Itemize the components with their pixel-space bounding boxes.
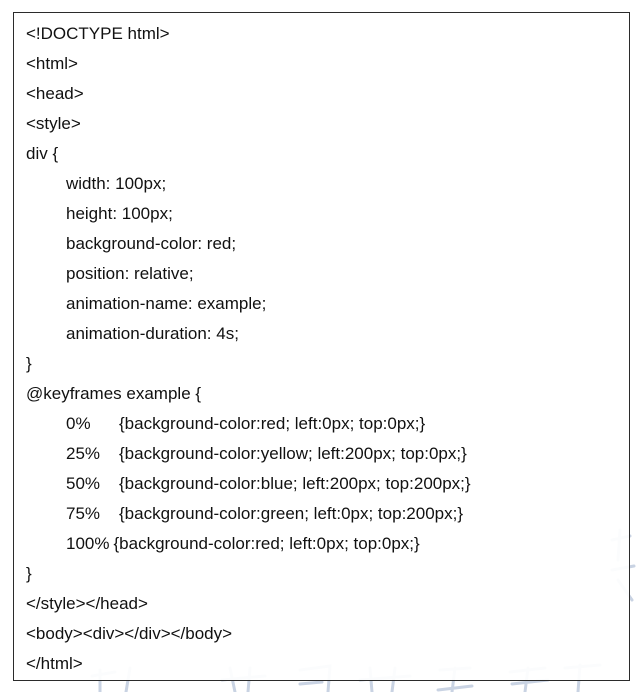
keyframe-rule: {background-color:red; left:0px; top:0px;} xyxy=(113,534,420,553)
code-line: animation-name: example; xyxy=(66,294,267,313)
keyframe-percent: 25% xyxy=(66,444,101,463)
keyframe-rule: {background-color:blue; left:200px; top:200px;} xyxy=(119,474,471,493)
code-line: height: 100px; xyxy=(66,204,173,223)
keyframe-line xyxy=(26,439,625,469)
code-line: </style></head> xyxy=(26,594,148,613)
keyframe-percent: 100% xyxy=(66,534,110,553)
code-line: div { xyxy=(26,144,59,163)
code-line: width: 100px; xyxy=(66,174,167,193)
keyframe-line xyxy=(26,409,625,439)
code-line: <style> xyxy=(26,114,81,133)
keyframe-line xyxy=(26,529,625,559)
code-line: position: relative; xyxy=(66,264,194,283)
code-line: </html> xyxy=(26,654,83,673)
code-line: background-color: red; xyxy=(66,234,237,253)
code-line: } xyxy=(26,354,32,373)
keyframe-rule: {background-color:red; left:0px; top:0px;} xyxy=(119,414,426,433)
keyframe-rule: {background-color:green; left:0px; top:200px;} xyxy=(119,504,464,523)
keyframe-percent: 75% xyxy=(66,504,101,523)
code-line: @keyframes example { xyxy=(26,384,202,403)
code-line: } xyxy=(26,564,32,583)
keyframe-percent: 0% xyxy=(66,414,91,433)
code-line: <head> xyxy=(26,84,84,103)
code-listing xyxy=(26,19,625,679)
keyframe-line xyxy=(26,469,625,499)
keyframe-rule: {background-color:yellow; left:200px; top:0px;} xyxy=(119,444,467,463)
code-line: <!DOCTYPE html> xyxy=(26,24,170,43)
keyframe-percent: 50% xyxy=(66,474,101,493)
code-line: <html> xyxy=(26,54,78,73)
code-line: animation-duration: 4s; xyxy=(66,324,239,343)
code-line: <body><div></div></body> xyxy=(26,624,233,643)
code-box xyxy=(13,12,630,681)
keyframe-line xyxy=(26,499,625,529)
